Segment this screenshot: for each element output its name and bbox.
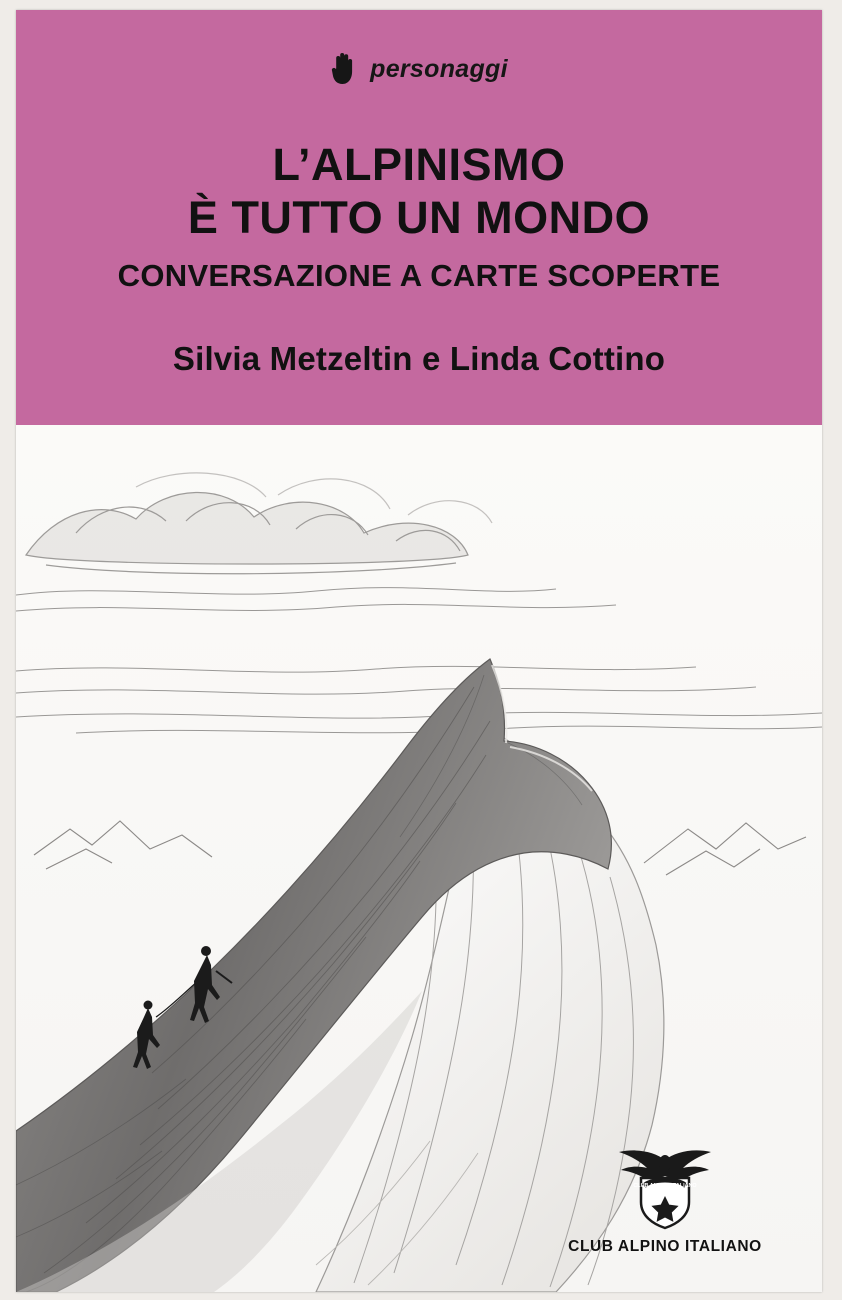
collection-label: personaggi — [370, 54, 508, 83]
title-line-1: L’ALPINISMO — [272, 139, 566, 190]
authors: Silvia Metzeltin e Linda Cottino — [172, 340, 666, 378]
header-band — [16, 10, 822, 425]
svg-text:CLUB ALPINO ITALIANO: CLUB ALPINO ITALIANO — [633, 1183, 697, 1189]
cai-eagle-emblem-icon — [550, 1146, 780, 1230]
book-cover — [16, 10, 822, 1292]
subtitle: CONVERSAZIONE A CARTE SCOPERTE — [117, 258, 721, 294]
title-line-2: È TUTTO UN MONDO — [187, 192, 651, 244]
publisher-block — [550, 1146, 780, 1256]
collection-mark — [16, 52, 822, 86]
title-block — [16, 138, 822, 378]
publisher-name: CLUB ALPINO ITALIANO — [568, 1238, 762, 1255]
hand-icon — [330, 52, 356, 86]
